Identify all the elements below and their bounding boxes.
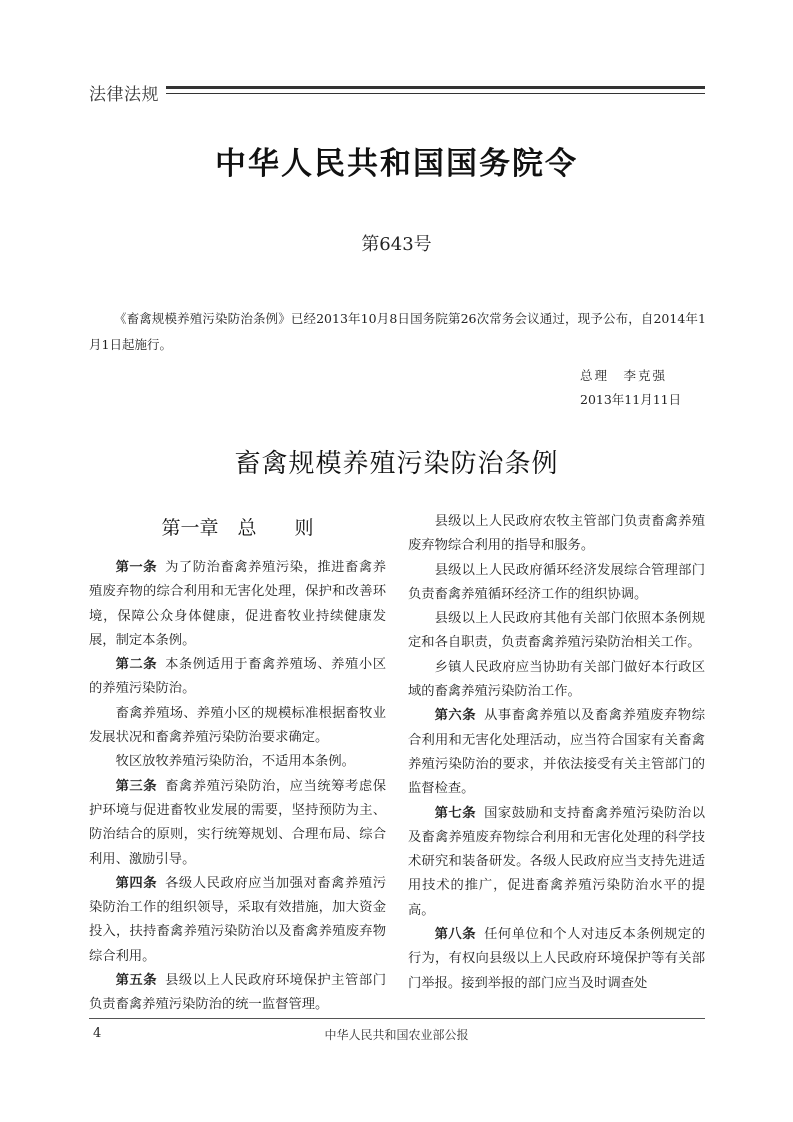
right-column (408, 510, 705, 996)
footer-rule (89, 1018, 705, 1019)
sign-date: 2013年11月11日 (580, 392, 682, 407)
article-paragraph (408, 607, 705, 656)
order-title: 中华人民共和国国务院令 (215, 146, 578, 182)
article-text: 任何单位和个人对违反本条例规定的行为，有权向县级以上人民政府环境保护等有关部门举报。接到举报的部门应当及时调查处 (408, 927, 706, 991)
article-number: 第六条 (434, 708, 477, 724)
article-number: 第二条 (115, 657, 158, 673)
article-text: 各级人民政府应当加强对畜禽养殖污染防治工作的组织领导，采取有效措施，加大资金投入，扶持畜禽养殖污染防治以及畜禽养殖废弃物综合利用。 (89, 875, 387, 964)
article-paragraph (408, 802, 705, 923)
article-number: 第七条 (434, 805, 477, 821)
section-label: 法律法规 (89, 85, 159, 105)
article-paragraph (408, 510, 705, 559)
article-text: 国家鼓励和支持畜禽养殖污染防治以及畜禽养殖废弃物综合利用和无害化处理的科学技术研究和装备研发。各级人民政府应当支持先进适用技术的推广，促进畜禽养殖污染防治水平的提高。 (408, 805, 706, 918)
article-number: 第八条 (434, 927, 477, 943)
promulgation-text: 《畜禽规模养殖污染防治条例》已经2013年10月8日国务院第26次常务会议通过，现予公布，自2014年1月1日起施行。 (89, 310, 706, 352)
article-text: 从事畜禽养殖以及畜禽养殖废弃物综合利用和无害化处理活动，应当符合国家有关畜禽养殖污染防治的要求，并依法接受有关主管部门的监督检查。 (408, 708, 706, 797)
article-paragraph (408, 656, 705, 705)
article-paragraph (408, 559, 705, 608)
article-number: 第四条 (115, 875, 158, 891)
article-text: 畜禽养殖场、养殖小区的规模标准根据畜牧业发展状况和畜禽养殖污染防治要求确定。 (89, 705, 386, 746)
left-column (89, 510, 386, 1018)
article-paragraph (89, 969, 386, 1018)
article-text: 县级以上人民政府其他有关部门依照本条例规定和各自职责，负责畜禽养殖污染防治相关工作。 (408, 611, 705, 651)
article-paragraph (408, 704, 705, 801)
article-paragraph (89, 775, 386, 872)
article-number: 第三条 (115, 778, 158, 794)
order-number: 第643号 (361, 234, 432, 255)
article-paragraph (89, 653, 386, 702)
article-paragraph (89, 556, 386, 653)
article-paragraph (89, 702, 386, 751)
article-text: 县级以上人民政府循环经济发展综合管理部门负责畜禽养殖循环经济工作的组织协调。 (408, 562, 705, 602)
article-paragraph (408, 923, 705, 996)
page-number: 4 (93, 1026, 102, 1041)
article-number: 第一条 (115, 560, 158, 575)
article-text: 本条例适用于畜禽养殖场、养殖小区的养殖污染防治。 (89, 657, 387, 697)
chapter-title: 第一章 总 则 (161, 517, 314, 539)
header-rule (166, 86, 705, 94)
signer: 总理 李克强 (580, 368, 668, 383)
article-text: 畜禽养殖污染防治，应当统筹考虑保护环境与促进畜牧业发展的需要，坚持预防为主、防治结合的原则，实行统筹规划、合理布局、综合利用、激励引导。 (89, 778, 387, 867)
article-text: 牧区放牧养殖污染防治，不适用本条例。 (115, 754, 355, 770)
regulation-title: 畜禽规模养殖污染防治条例 (234, 449, 559, 479)
article-paragraph (89, 872, 386, 969)
publication-name: 中华人民共和国农业部公报 (324, 1028, 469, 1042)
article-text: 县级以上人民政府环境保护主管部门负责畜禽养殖污染防治的统一监督管理。 (89, 973, 387, 1013)
article-text: 为了防治畜禽养殖污染，推进畜禽养殖废弃物的综合利用和无害化处理，保护和改善环境，保障公众身体健康，促进畜牧业持续健康发展，制定本条例。 (89, 560, 387, 648)
article-text: 县级以上人民政府农牧主管部门负责畜禽养殖废弃物综合利用的指导和服务。 (408, 514, 705, 554)
article-paragraph (89, 750, 386, 774)
article-number: 第五条 (115, 973, 158, 989)
article-text: 乡镇人民政府应当协助有关部门做好本行政区域的畜禽养殖污染防治工作。 (408, 659, 705, 700)
